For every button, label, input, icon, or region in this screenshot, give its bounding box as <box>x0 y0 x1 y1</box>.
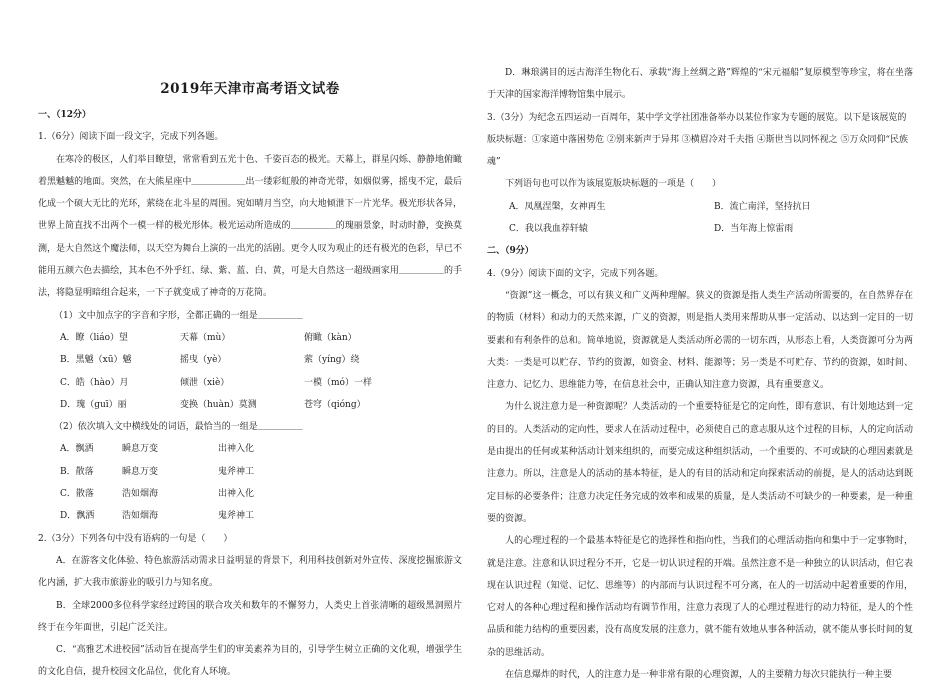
question-4-heading: 4.（9分）阅读下面的文字，完成下列各题。 <box>487 268 664 279</box>
option-cell: 瞬息万变 <box>122 444 159 455</box>
question-1-sub-1: （1）文中加点字的字音和字形，全都正确的一组是＿＿＿＿＿ <box>54 310 303 321</box>
option-row <box>487 218 913 240</box>
option-row <box>38 461 462 483</box>
option-cell: 瞬息万变 <box>122 466 159 477</box>
option-cell: D．瑰（guī）丽 <box>60 399 127 410</box>
option-row <box>487 196 913 218</box>
option-row <box>38 483 462 505</box>
section-1-heading: 一、（12分） <box>38 110 92 120</box>
question-4-paragraph: 在信息爆炸的时代，人的注意力是一种非常有限的心理资源，人的主要精力每次只能执行一种主要 <box>505 670 893 681</box>
option-cell: C．散落 <box>60 489 94 500</box>
option-cell: 浩如烟海 <box>122 511 159 522</box>
option-row <box>38 394 462 416</box>
question-3-heading: 3.（3分）为纪念五四运动一百周年，某中学文学社团准备举办以某位作家为专题的展览。以下是该展览的版块标题：①家道中落困势危 ②别来新声于异邦 ③横眉冷对千夫指 ④斯世当以同怀视之 ⑤万众同仰“民族魂” <box>487 112 909 168</box>
question-4-paragraph: 人的心理过程的一个最基本特征是它的选择性和指向性，当我们的心理活动指向和集中于一定事物时，就是注意。注意和认识过程分不开，它是一切认识过程的开端。虽然注意不是一种独立的认识活动，但它表现在认识过程（知觉、记忆、思维等）的内部而与认识过程不可分离，在人的一切活动中起着重要的作用，它对人的各种心理过程和操作活动均有调节作用，注意力表现了人的心理过程进行的动力特征，是人的个性品质和能力结构的重要因素，没有高度发展的注意力，就不能有效地从事各种活动，就不能从事长时间的复杂的思维活动。 <box>487 536 913 658</box>
question-2-option-a: A．在游客文化体验、特色旅游活动需求日益明显的背景下，利用科技创新对外宣传、深度挖掘旅游文化内涵，扩大我市旅游业的吸引力与知名度。 <box>38 555 462 589</box>
option-cell: B．流亡南洋，坚持抗日 <box>714 201 811 212</box>
option-cell: B．散落 <box>60 466 94 477</box>
question-2-option-d: D．琳琅满目的远古海洋生物化石、承载“海上丝绸之路”辉煌的“宋元福船”复原模型等珍宝，将在坐落于天津的国家海洋博物馆集中展示。 <box>487 68 913 101</box>
option-cell: 摇曳（yè） <box>180 355 227 366</box>
page-title: 2019年天津市高考语文试卷 <box>160 81 340 97</box>
option-cell: D．飘洒 <box>60 511 95 522</box>
option-cell: 鬼斧神工 <box>218 466 255 477</box>
option-cell: 浩如烟海 <box>122 489 159 500</box>
option-cell: C．皓（hào）月 <box>60 377 129 388</box>
option-row <box>38 349 462 371</box>
question-4-paragraph: 为什么说注意力是一种资源呢？人类活动的一个重要特征是它的定向性，即有意识、有计划地达到一定的目的。人类活动的定向性，要求人在活动过程中，必须使自己的意志服从这个过程的目标，人的定向活动是由提出的任何或某种活动计划来组织的，而要完成这种组织活动，一个重要的、不可或缺的心理因素就是注意力。所以，注意是人的活动的基本特征，是人的有目的活动和定向探索活动的前提，是人的活动达到既定目标的必要条件；注意力决定任务完成的效率和成果的质量，是人类活动不可缺少的一种要素，是一种重要的资源。 <box>487 402 913 524</box>
option-row <box>38 438 462 460</box>
option-row <box>38 505 462 527</box>
option-cell: 变换（huàn）莫测 <box>180 399 257 410</box>
question-1-passage: 在寒冷的极区，人们举目瞭望，常常看到五光十色、千姿百态的极光。天幕上，群星闪烁、静静地俯瞰着黑魆魆的地面。突然，在大熊星座中＿＿＿＿＿＿出一缕彩虹般的神奇光带，如烟似雾，摇曳不定，最后化成一个硕大无比的光环，萦绕在北斗星的周围。宛如晴月当空，向大地倾泄下一片光华。极光形状各异，世界上简直找不出两个一模一样的极光形体。极光运动所造成的＿＿＿＿＿的瑰丽景象，时动时静，变换莫测，是大自然这个魔法师，以天空为舞台上演的一出光的活剧。更令人叹为观止的还有极光的色彩，早已不能用五颜六色去描绘，其本色不外乎红、绿、紫、蓝、白、黄，可是大自然这一超级画家用＿＿＿＿＿的手法，将隐显明暗组合起来，一下子就变成了神奇的万花筒。 <box>38 154 462 299</box>
option-cell: 鬼斧神工 <box>218 511 255 522</box>
option-cell: D．当年海上惊雷雨 <box>714 224 794 235</box>
question-4-paragraph: “资源”这一概念，可以有狭义和广义两种理解。狭义的资源是指人类生产活动所需要的，在自然界存在的物质（材料）和动力的天然来源，广义的资源，则是指人类用来帮助从事一定活动、以达到一定目的一切要素和有利条件的总和。简单地说，资源就是人类活动所必需的一切东西，从形态上看，人类资源可分为两大类：一类是可以贮存、节约的资源，如资金、材料、能源等；另一类是不可贮存、节约的资源，如时间、注意力、记忆力、思维能力等，在信息社会中，正确认知注意力资源，具有重要意义。 <box>487 290 913 391</box>
option-row <box>38 327 462 349</box>
question-3-prompt: 下列语句也可以作为该展览版块标题的一项是（ ） <box>505 179 722 190</box>
right-column <box>487 0 913 686</box>
option-cell: 萦（yíng）绕 <box>304 355 360 366</box>
question-2-option-b: B．全球2000多位科学家经过跨国的联合攻关和数年的不懈努力，人类史上首张清晰的超级黑洞照片终于在今年面世，引起广泛关注。 <box>38 600 462 633</box>
option-cell: 苍穹（qióng） <box>304 399 366 410</box>
option-cell: A．瞭（liáo）望 <box>60 332 129 343</box>
option-cell: 一模（mó）一样 <box>304 377 372 388</box>
left-column <box>38 0 462 684</box>
option-cell: 出神入化 <box>218 444 255 455</box>
question-2-option-c: C．“高雅艺术进校园”活动旨在提高学生们的审美素养为目的，引导学生树立正确的文化观，增强学生的文化自信，提升校园文化品位，优化育人环境。 <box>38 645 462 678</box>
question-1-heading: 1.（6分）阅读下面一段文字，完成下列各题。 <box>38 132 224 143</box>
option-cell: B．黑魆（xū）魆 <box>60 355 132 366</box>
option-cell: 俯瞰（kàn） <box>304 332 357 343</box>
option-cell: 天幕（mù） <box>180 332 231 343</box>
option-cell: 出神入化 <box>218 489 255 500</box>
option-cell: A．凤凰涅槃，女神再生 <box>509 201 606 212</box>
option-cell: 倾泄（xiè） <box>180 377 230 388</box>
option-row <box>38 372 462 394</box>
option-cell: C．我以我血荐轩辕 <box>509 224 588 235</box>
section-2-heading: 二、（9分） <box>487 246 534 257</box>
question-1-sub-2: （2）依次填入文中横线处的词语，最恰当的一组是＿＿＿＿＿ <box>54 422 303 433</box>
option-cell: A．飘洒 <box>60 444 94 455</box>
question-2-heading: 2.（3分）下列各句中没有语病的一句是（ ） <box>38 533 233 544</box>
